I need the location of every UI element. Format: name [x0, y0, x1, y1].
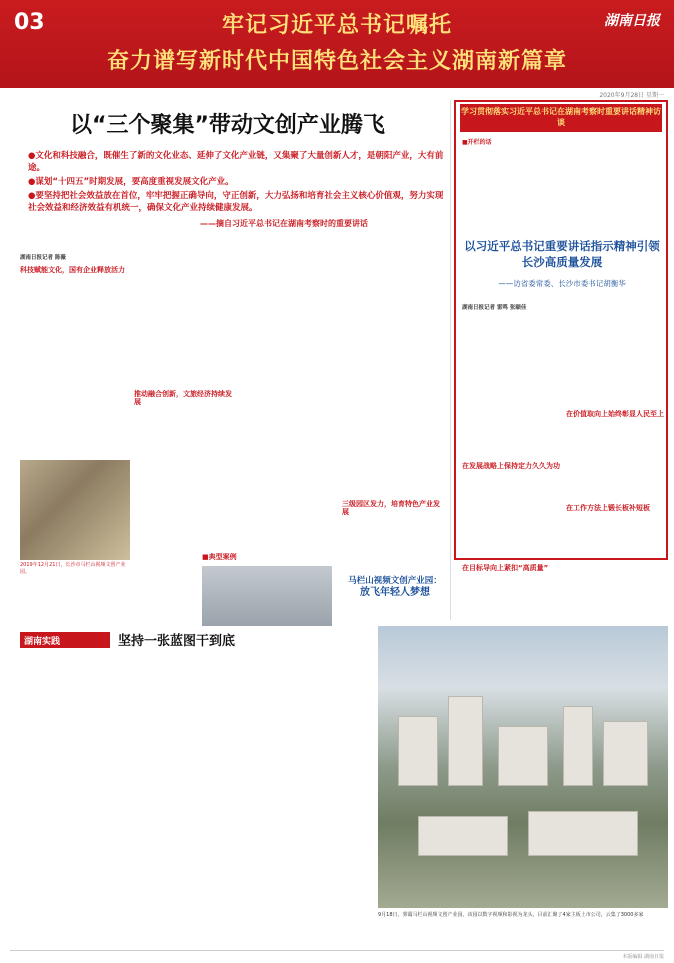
- section-subhead: 三级园区发力，培育特色产业发展: [342, 500, 440, 516]
- practice-label: 湖南实践: [24, 637, 61, 647]
- building: [603, 721, 648, 786]
- culture-park-aerial-photo: [378, 626, 668, 908]
- page-number: 03: [14, 10, 45, 35]
- case-study-title-line2: 放飞年轻人梦想: [360, 587, 430, 598]
- interview-subhead: 在价值取向上始终彰显人民至上: [566, 410, 664, 418]
- byline: 湖南日报记者 雷鸣 张颐佳: [462, 305, 527, 311]
- building: [418, 816, 508, 856]
- article-column: [238, 250, 338, 550]
- case-study-tag: ■典型案例: [202, 553, 237, 561]
- interview-title: 以习近平总书记重要讲话指示精神引领长沙高质量发展: [464, 239, 660, 269]
- interview-subhead: 在工作方法上锻长板补短板: [566, 504, 650, 512]
- photo-caption: 9月18日，雾霭马栏山视频文创产业园，该园以数字视频和影视为龙头，目前汇聚了4家主板上市公司，云集了3000多家: [378, 912, 644, 918]
- interview-subtitle: ——访省委常委、长沙市委书记胡衡华: [498, 279, 626, 288]
- lead-line: ●谋划“十四五”时期发展，要高度重视发展文化产业。: [28, 177, 234, 187]
- article-column: [134, 250, 234, 550]
- section-subhead: 推动融合创新，文旅经济持续发展: [134, 390, 232, 406]
- interview-subhead: 在发展战略上保持定力久久为功: [462, 462, 560, 470]
- building: [448, 696, 483, 786]
- practice-title: 坚持一张蓝图干到底: [118, 634, 236, 649]
- column-tag: ■开栏的话: [462, 139, 492, 146]
- lead-article-title: 以“三个聚集”带动文创产业腾飞: [70, 113, 385, 138]
- section-subhead: 科技赋能文化，国有企业释放活力: [20, 266, 125, 274]
- footer-divider: [10, 950, 664, 951]
- case-study-photo: [202, 566, 332, 626]
- photo-caption: 2019年12月21日，长沙市马栏山视频文创产业园。: [20, 562, 126, 575]
- lead-summary: [28, 150, 448, 216]
- practice-column: [264, 654, 374, 944]
- byline: 湖南日报记者 陈薇: [20, 255, 66, 261]
- practice-column: [142, 654, 260, 944]
- case-study-title: [330, 575, 460, 599]
- photo-culture-park: [20, 460, 130, 560]
- building: [563, 706, 593, 786]
- practice-column: [20, 654, 138, 944]
- column-divider: [450, 100, 451, 620]
- interview-box-header-text: 学习贯彻落实习近平总书记在湖南考察时重要讲话精神访谈: [461, 107, 661, 127]
- banner-title-line2: 奋力谱写新时代中国特色社会主义湖南新篇章: [106, 49, 567, 74]
- interview-column: [462, 300, 560, 550]
- building: [398, 716, 438, 786]
- article-column: [342, 250, 446, 550]
- interview-subhead: 在目标导向上紧扣“高质量”: [462, 564, 549, 572]
- lead-signature: ——摘自习近平总书记在湖南考察时的重要讲话: [200, 219, 368, 228]
- interview-column: [462, 560, 560, 620]
- building: [528, 811, 638, 856]
- article-column: [20, 250, 130, 455]
- interview-column: [566, 500, 664, 620]
- lead-line: ●要坚持把社会效益放在首位，牢牢把握正确导向，守正创新，大力弘扬和培育社会主义核心价值观，努力实现社会效益和经济效益有机统一，确保文化产业持续健康发展。: [28, 191, 444, 213]
- footer-editor: 本版编辑 湖南日报: [622, 954, 664, 960]
- paper-logo: 湖南日报: [604, 13, 660, 29]
- dateline: 2020年9月28日 星期一: [599, 92, 664, 99]
- lead-line: ●文化和科技融合，既催生了新的文化业态、延伸了文化产业链，又集聚了大量创新人才，是朝阳产业，大有前途。: [28, 151, 444, 173]
- building: [498, 726, 548, 786]
- banner-title-line1: 牢记习近平总书记嘱托: [221, 13, 452, 38]
- case-study-title-line1: 马栏山视频文创产业园：: [348, 576, 442, 586]
